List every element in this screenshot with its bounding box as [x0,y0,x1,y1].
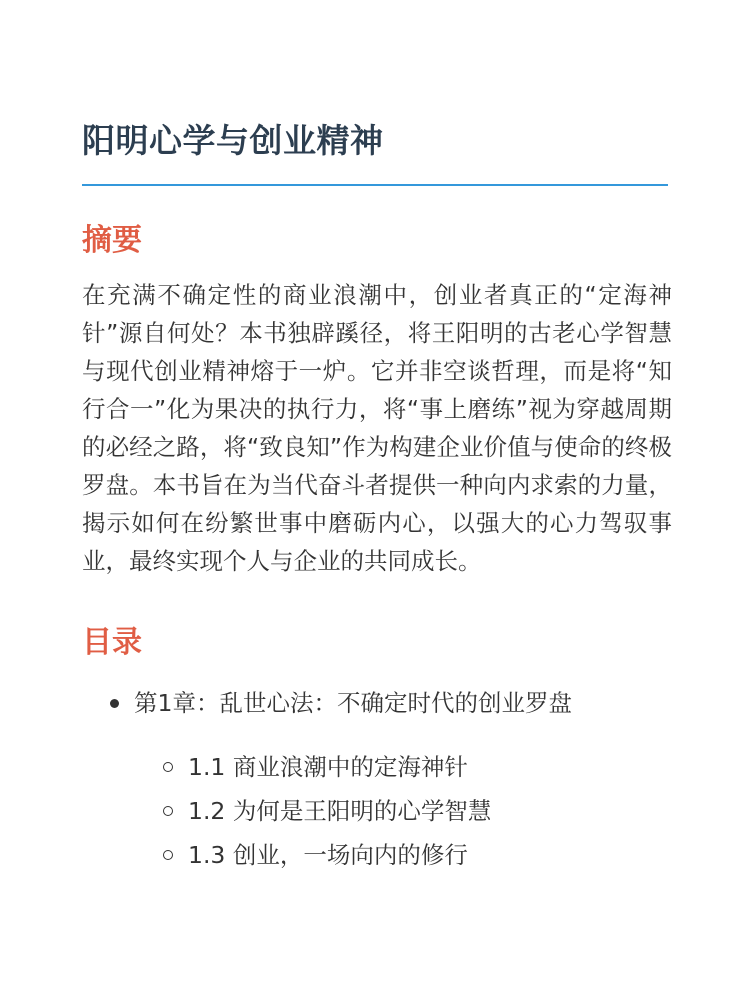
summary-heading: 摘要 [82,223,142,258]
toc-section-1-3 [134,838,668,872]
toc-chapter-1-label: 第1章：乱世心法：不确定时代的创业罗盘 [134,689,572,717]
table-of-contents [82,686,668,872]
hollow-bullet-icon [163,762,173,772]
summary-paragraph: 在充满不确定性的商业浪潮中，创业者真正的“定海神针”源自何处？本书独辟蹊径，将王阳明的古老心学智慧与现代创业精神熔于一炉。它并非空谈哲理，而是将“知行合一”化为果决的执行力，将“事上磨练”视为穿越周期的必经之路，将“致良知”作为构建企业价值与使命的终极罗盘。本书旨在为当代奋斗者提供一种向内求索的力量，揭示如何在纷繁世事中磨砺内心，以强大的心力驾驭事业，最终实现个人与企业的共同成长。 [82,281,672,575]
hollow-bullet-icon [163,806,173,816]
toc-section-label: 1.2 为何是王阳明的心学智慧 [188,797,492,825]
toc-chapter-1-sections [134,750,668,872]
toc-chapter-1 [82,686,668,872]
page-title: 阳明心学与创业精神 [82,121,384,160]
toc-heading: 目录 [82,625,142,660]
filled-bullet-icon [110,699,119,708]
toc-section-1-2 [134,794,668,828]
toc-section-label: 1.3 创业，一场向内的修行 [188,841,468,869]
toc-section-label: 1.1 商业浪潮中的定海神针 [188,753,468,781]
hollow-bullet-icon [163,850,173,860]
title-divider [82,184,668,186]
toc-section-1-1 [134,750,668,784]
